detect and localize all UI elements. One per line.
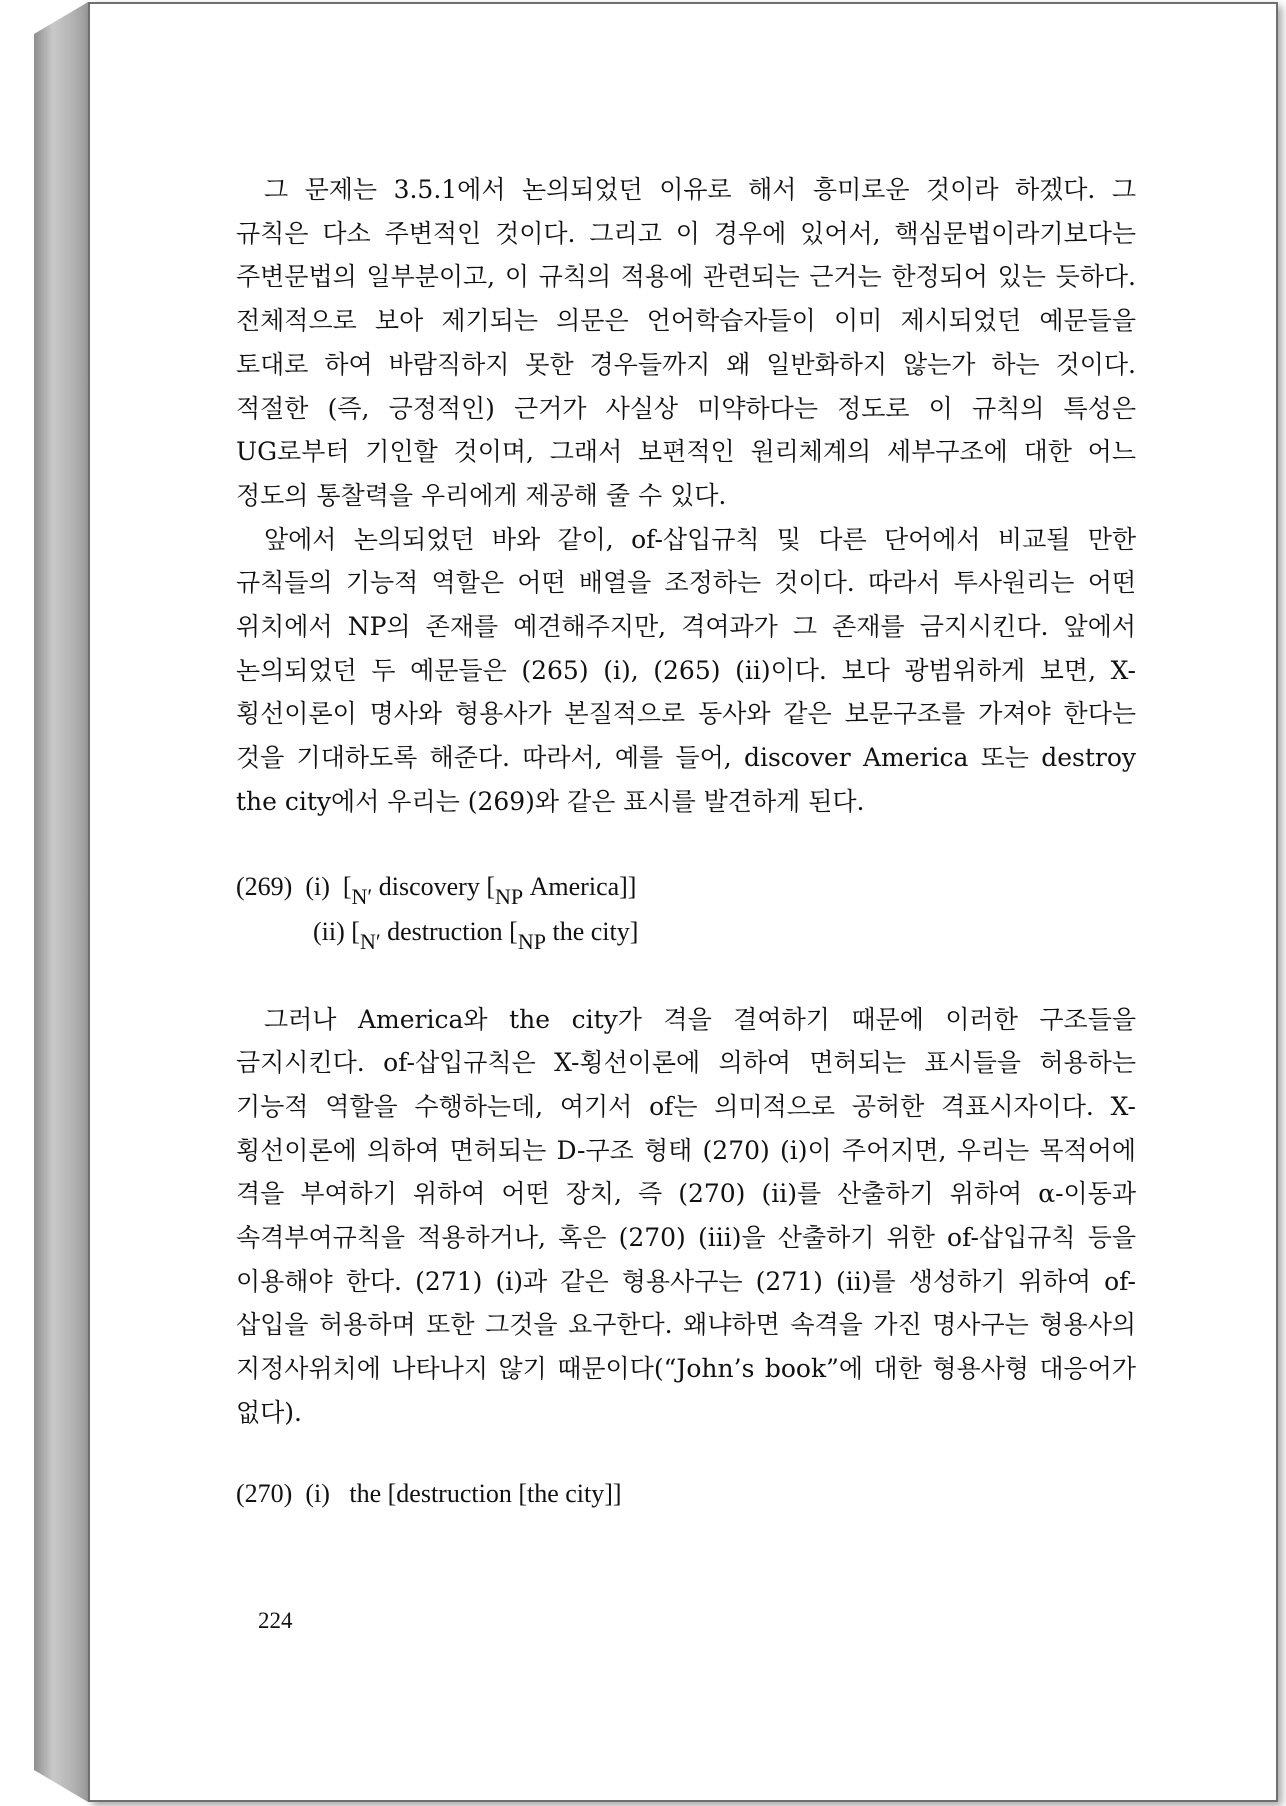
page-content xyxy=(236,168,1136,1516)
bracket-open: [ xyxy=(351,916,360,946)
example-word: discovery xyxy=(378,871,480,901)
paragraph-2: 앞에서 논의되었던 바와 같이, of-삽입규칙 및 다른 단어에서 비교될 만한 규칙들의 기능적 역할은 어떤 배열을 조정하는 것이다. 따라서 투사원리는 어떤 위치에서 NP의 존재를 예견해주지만, 격여과가 그 존재를 금지시킨다. 앞에서 논의되었던 두 예문들은 (265) (i), (265) (ii)이다. 보다 광범위하게 보면, X-횡선이론이 명사와 형용사가 본질적으로 동사와 같은 보문구조를 가져야 한다는 것을 기대하도록 해준다. 따라서, 예를 들어, discover America 또는 destroy the city에서 우리는 (269)와 같은 표시를 발견하게 된다. xyxy=(236,524,1136,816)
example-269-i xyxy=(236,864,1136,909)
category-label: NP xyxy=(517,928,546,954)
category-label: N′ xyxy=(359,928,381,954)
example-number: (270) xyxy=(236,1478,293,1508)
example-text: the [destruction [the city]] xyxy=(349,1478,622,1508)
example-269-ii xyxy=(236,909,1136,954)
bracket-open: [ xyxy=(486,871,496,901)
example-label-i: (i) xyxy=(305,1478,330,1508)
paragraph-3: 그러나 America와 the city가 격을 결여하기 때문에 이러한 구조들을 금지시킨다. of-삽입규칙은 X-횡선이론에 의하여 면허되는 표시들을 허용하는 기능적 역할을 수행하는데, 여기서 of는 의미적으로 공허한 격표시자이다. X-횡선이론에 의하여 면허되는 D-구조 형태 (270) (i)이 주어지면, 우리는 목적어에 격을 부여하기 위하여 어떤 장치, 즉 (270) (ii)를 산출하기 위하여 α-이동과 속격부여규칙을 적용하거나, 혹은 (270) (iii)을 산출하기 위한 of-삽입규칙 등을 이용해야 한다. (271) (i)과 같은 형용사구는 (271) (ii)를 생성하기 위하여 of-삽입을 허용하며 또한 그것을 요구한다. 왜냐하면 속격을 가진 명사구는 형용사의 지정사위치에 나타나지 않기 때문이다(“John’s book”에 대한 형용사형 대응어가 없다). xyxy=(236,1004,1136,1427)
example-270-i xyxy=(236,1471,1136,1516)
example-word: America]] xyxy=(529,871,637,901)
paragraph-1: 그 문제는 3.5.1에서 논의되었던 이유로 해서 흥미로운 것이라 하겠다. 그 규칙은 다소 주변적인 것이다. 그리고 이 경우에 있어서, 핵심문법이라기보다는 주변문법의 일부분이고, 이 규칙의 적용에 관련되는 근거는 한정되어 있는 듯하다. 전체적으로 보아 제기되는 의문은 언어학습자들이 이미 제시되었던 예문들을 토대로 하여 바람직하지 못한 경우들까지 왜 일반화하지 않는가 하는 것이다. 적절한 (즉, 긍정적인) 근거가 사실상 미약하다는 정도로 이 규칙의 특성은 UG로부터 기인할 것이며, 그래서 보편적인 원리체계의 세부구조에 대한 어느 정도의 통찰력을 우리에게 제공해 줄 수 있다. xyxy=(236,175,1136,510)
example-label-ii: (ii) xyxy=(313,916,345,946)
bracket-open: [ xyxy=(342,871,352,901)
category-label: N′ xyxy=(351,883,373,909)
book-spine xyxy=(34,2,88,1802)
category-label: NP xyxy=(495,883,524,909)
example-269 xyxy=(236,864,1136,954)
bracket-open: [ xyxy=(509,916,518,946)
example-word: destruction xyxy=(387,916,503,946)
example-number: (269) xyxy=(236,871,293,901)
example-270 xyxy=(236,1471,1136,1516)
page-number: 224 xyxy=(258,1608,293,1633)
example-word: the city] xyxy=(552,916,639,946)
example-label-i: (i) xyxy=(305,871,330,901)
